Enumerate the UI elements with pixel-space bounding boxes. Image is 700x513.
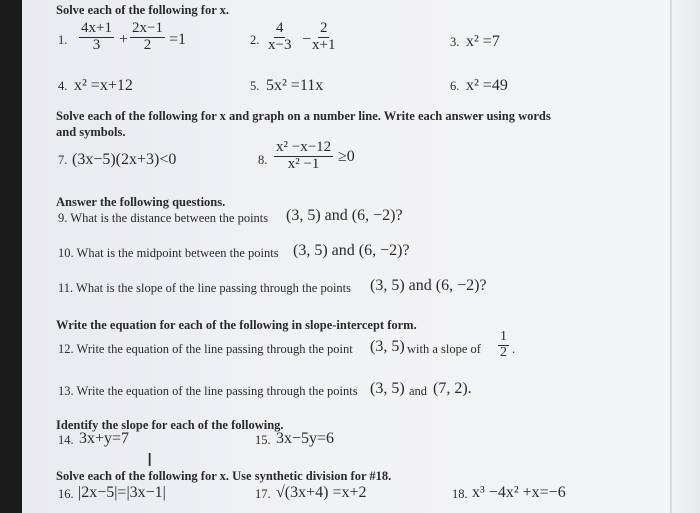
fraction-numerator: 4x+1 (81, 20, 112, 36)
plus-sign: + (119, 31, 129, 48)
text-cursor-icon: Ι (147, 450, 153, 471)
problem-16-equation: |2x−5|=|3x−1| (78, 484, 166, 501)
problem-6-equation: x² =49 (466, 77, 508, 94)
problem-15-number: 15. (255, 433, 271, 447)
question-12-period: . (512, 342, 516, 356)
heading-graph-number-line-cont: and symbols. (56, 125, 126, 139)
heading-solve-for-x: Solve each of the following for x. (56, 3, 230, 17)
problem-2-fraction-b (312, 21, 335, 54)
problem-1-fraction-a (79, 21, 114, 54)
question-13-text: 13. Write the equation of the line passing through the points (58, 384, 358, 398)
question-11-text: 11. What is the slope of the line passing through the points (58, 281, 352, 295)
problem-8-rhs: ≥0 (338, 148, 355, 165)
fraction-numerator: 2 (319, 20, 328, 36)
fraction-denominator: 2 (500, 344, 507, 360)
problem-1-rhs: =1 (169, 31, 187, 48)
fraction-denominator: x+1 (312, 36, 336, 53)
question-13-point-a: (3, 5) (370, 380, 405, 397)
fraction-denominator: x−3 (268, 36, 292, 53)
problem-8-fraction (274, 140, 333, 173)
question-13-point-b: (7, 2). (433, 380, 472, 397)
fraction-denominator: 2 (143, 36, 152, 53)
heading-graph-number-line: Solve each of the following for x and graph on a number line. Write each answer using words (56, 109, 551, 123)
problem-6-number: 6. (450, 79, 460, 93)
heading-identify-slope: Identify the slope for each of the following. (56, 418, 284, 432)
heading-slope-intercept: Write the equation for each of the following in slope-intercept form. (56, 318, 417, 332)
heading-synthetic-division: Solve each of the following for x. Use synthetic division for #18. (56, 469, 392, 483)
problem-2-number: 2. (250, 33, 260, 47)
problem-5-equation: 5x² =11x (266, 77, 324, 94)
fraction-numerator: 2x−1 (132, 20, 163, 36)
problem-17-equation: √(3x+4) =x+2 (276, 484, 367, 501)
fraction-denominator: x² −1 (287, 155, 320, 172)
question-12-text: 12. Write the equation of the line passing through the point (58, 342, 353, 356)
question-13-and: and (409, 384, 428, 398)
question-11-points: (3, 5) and (6, −2)? (370, 277, 487, 294)
problem-5-number: 5. (250, 79, 260, 93)
fraction-numerator: 1 (500, 329, 507, 344)
problem-18-equation: x³ −4x² +x=−6 (472, 484, 566, 501)
problem-15-equation: 3x−5y=6 (276, 430, 335, 447)
problem-4-equation: x² =x+12 (74, 77, 133, 94)
fraction-numerator: 4 (275, 20, 284, 36)
problem-4-number: 4. (58, 79, 68, 93)
question-10-text: 10. What is the midpoint between the points (58, 246, 279, 260)
problem-3-number: 3. (450, 35, 460, 49)
question-12-slope-fraction (498, 330, 509, 360)
problem-16-number: 16. (58, 487, 74, 501)
page-shadow (670, 0, 700, 513)
problem-1-fraction-b (130, 21, 165, 54)
question-9-points: (3, 5) and (6, −2)? (286, 207, 403, 224)
problem-3-equation: x² =7 (466, 33, 500, 50)
problem-7-number: 7. (58, 153, 68, 167)
problem-17-number: 17. (255, 487, 271, 501)
question-12-slope-text: with a slope of (407, 342, 481, 356)
worksheet-page (22, 0, 700, 513)
heading-answer-questions: Answer the following questions. (56, 195, 226, 209)
fraction-denominator: 3 (92, 36, 101, 53)
question-10-points: (3, 5) and (6, −2)? (293, 242, 410, 259)
problem-1-number: 1. (58, 33, 68, 47)
problem-7-inequality: (3x−5)(2x+3)<0 (72, 151, 177, 168)
problem-14-number: 14. (58, 433, 74, 447)
question-12-point: (3, 5) (370, 338, 405, 355)
question-9-text: 9. What is the distance between the points (58, 211, 269, 225)
minus-sign: − (302, 31, 312, 48)
problem-18-number: 18. (452, 487, 468, 501)
problem-2-fraction-a (268, 21, 291, 54)
fraction-numerator: x² −x−12 (276, 139, 332, 155)
problem-8-number: 8. (258, 153, 268, 167)
problem-14-equation: 3x+y=7 (79, 430, 130, 447)
